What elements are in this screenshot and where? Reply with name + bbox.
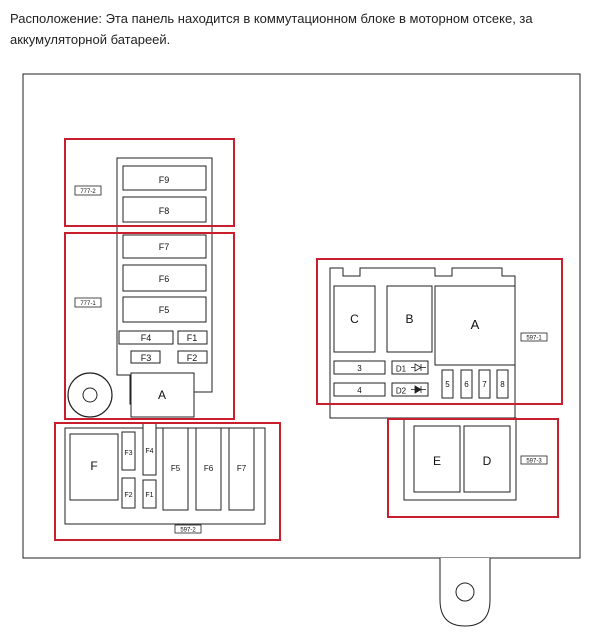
relay-f-label: F xyxy=(90,459,98,473)
fuse-f1-small-label: F1 xyxy=(145,492,154,499)
diode-d1-label: D1 xyxy=(395,364,407,374)
fuse-f5-label: F5 xyxy=(158,305,170,315)
slot-8-label: 8 xyxy=(500,380,505,389)
fuse-f8-label: F8 xyxy=(158,206,170,216)
fuse-f2-label: F2 xyxy=(186,353,198,363)
diode-d2-label: D2 xyxy=(395,386,407,396)
fuse-f6-label: F6 xyxy=(158,274,170,284)
slot-5-label: 5 xyxy=(445,380,450,389)
fuse-f4-small-label: F4 xyxy=(145,448,154,455)
fuse-f1-label: F1 xyxy=(186,333,198,343)
fuse-f3-label: F3 xyxy=(140,353,152,363)
slot-7-label: 7 xyxy=(482,380,487,389)
mounting-hole xyxy=(456,583,474,601)
round-connector-inner xyxy=(83,388,97,402)
slot-4-label: 4 xyxy=(357,386,362,395)
tag-777-2-label: 777-2 xyxy=(80,189,96,195)
fuse-f7-label: F7 xyxy=(158,242,170,252)
relay-e-label: E xyxy=(432,454,442,468)
fuse-f6-tall-label: F6 xyxy=(203,464,214,473)
fuse-f9-label: F9 xyxy=(158,175,170,185)
fuse-f5-tall-label: F5 xyxy=(170,464,181,473)
fuse-f7-tall-label: F7 xyxy=(236,464,247,473)
location-caption: Расположение: Эта панель находится в коммутационном блоке в моторном отсеке, за аккумуляторной батареей. xyxy=(10,11,533,47)
tag-597-3-label: 597-3 xyxy=(526,458,542,465)
relay-b-label: B xyxy=(405,312,414,326)
tag-597-2-label: 597-2 xyxy=(180,527,196,534)
relay-a-left-label: A xyxy=(157,388,167,402)
tag-597-1-label: 597-1 xyxy=(526,335,542,342)
slot-3-label: 3 xyxy=(357,364,362,373)
fuse-f2-small-label: F2 xyxy=(124,492,133,499)
relay-c-label: C xyxy=(350,312,359,326)
fuse-f4-label: F4 xyxy=(140,333,152,343)
slot-6-label: 6 xyxy=(464,380,469,389)
relay-a-right-label: A xyxy=(470,317,480,332)
relay-d-label: D xyxy=(482,454,492,468)
tag-777-1-label: 777-1 xyxy=(80,301,96,307)
fuse-f3-small-label: F3 xyxy=(124,450,133,457)
